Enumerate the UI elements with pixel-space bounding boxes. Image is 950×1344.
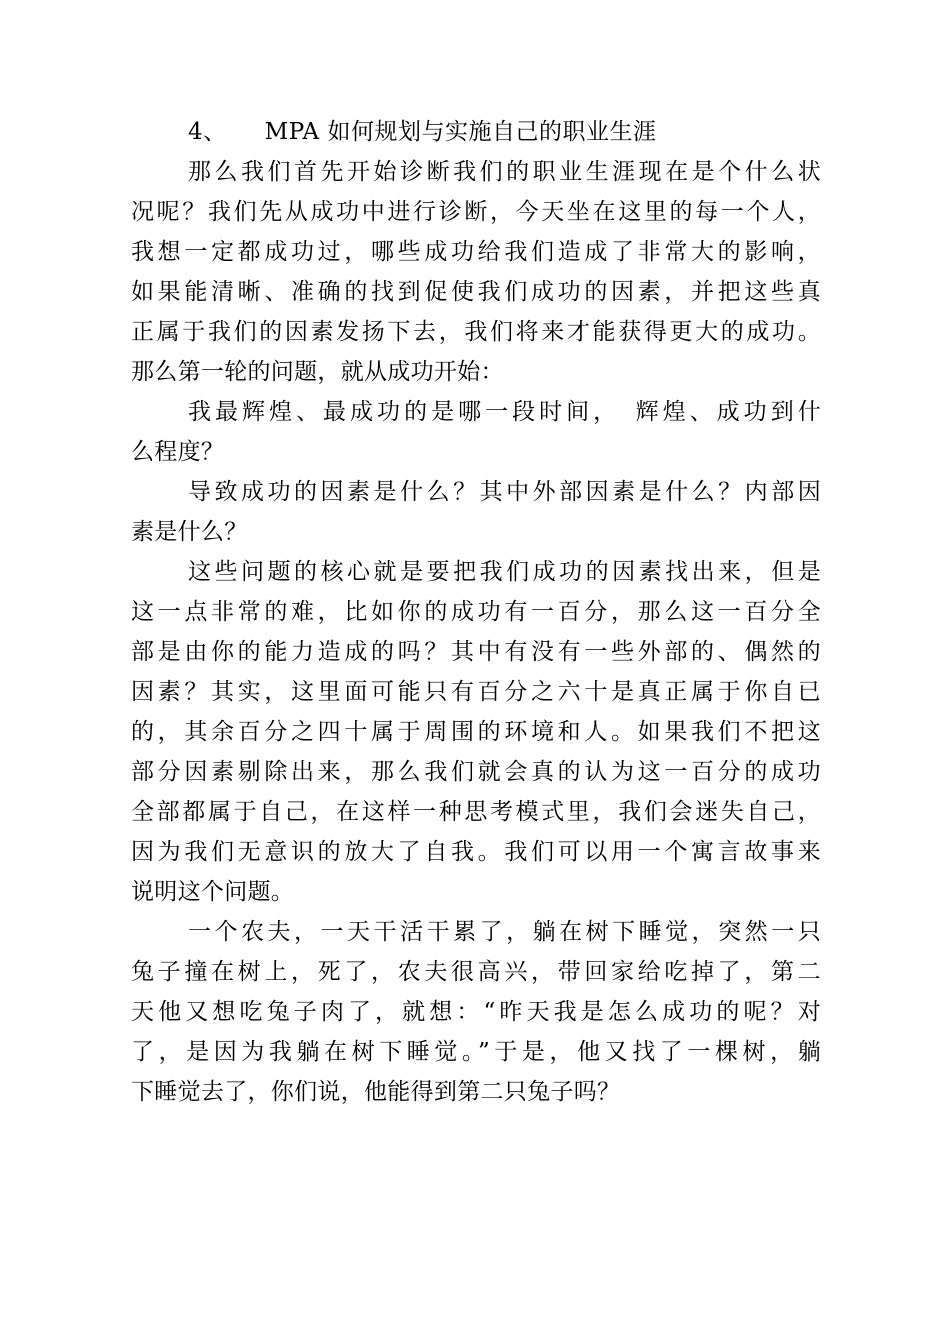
paragraph-line: 这些问题的核心就是要把我们成功的因素找出来，但是 [188, 559, 821, 585]
paragraph-line: 全部都属于自己，在这样一种思考模式里，我们会迷失自己， [131, 799, 821, 825]
section-number: 4、 [188, 119, 227, 145]
paragraph-line: 这一点非常的难，比如你的成功有一百分，那么这一百分全 [131, 599, 821, 625]
section-heading [131, 112, 821, 152]
paragraph-line: 部分因素剔除出来，那么我们就会真的认为这一百分的成功 [131, 759, 821, 785]
paragraph-line: 么程度？ [131, 439, 225, 465]
paragraph-2 [131, 392, 821, 472]
paragraph-line: 因素？其实，这里面可能只有百分之六十是真正属于你自已 [131, 679, 821, 705]
paragraph-line: 那么我们首先开始诊断我们的职业生涯现在是个什么状 [188, 159, 821, 185]
paragraph-1 [131, 152, 821, 392]
paragraph-line: 正属于我们的因素发扬下去，我们将来才能获得更大的成功。 [131, 319, 821, 345]
paragraph-4 [131, 552, 821, 912]
paragraph-line: 况呢？我们先从成功中进行诊断，今天坐在这里的每一个人， [131, 199, 821, 225]
paragraph-line: 了，是因为我躺在树下睡觉。”于是，他又找了一棵树，躺 [131, 1039, 821, 1065]
paragraph-line: 的，其余百分之四十属于周围的环境和人。如果我们不把这 [131, 719, 821, 745]
paragraph-line: 下睡觉去了，你们说，他能得到第二只兔子吗？ [131, 1079, 621, 1105]
paragraph-line: 如果能清晰、准确的找到促使我们成功的因素，并把这些真 [131, 279, 821, 305]
paragraph-line: 说明这个问题。 [131, 879, 295, 905]
paragraph-line: 我想一定都成功过，哪些成功给我们造成了非常大的影响， [131, 239, 821, 265]
paragraph-3 [131, 472, 821, 552]
paragraph-line: 兔子撞在树上，死了，农夫很高兴，带回家给吃掉了，第二 [131, 959, 821, 985]
paragraph-line: 一个农夫，一天干活干累了，躺在树下睡觉，突然一只 [188, 919, 821, 945]
section-title: MPA 如何规划与实施自己的职业生涯 [264, 119, 657, 145]
paragraph-line: 部是由你的能力造成的吗？其中有没有一些外部的、偶然的 [131, 639, 821, 665]
paragraph-5 [131, 912, 821, 1112]
paragraph-line: 那么第一轮的问题，就从成功开始： [131, 359, 504, 385]
paragraph-line: 素是什么？ [131, 519, 248, 545]
paragraph-line: 因为我们无意识的放大了自我。我们可以用一个寓言故事来 [131, 839, 821, 865]
paragraph-line: 我最辉煌、最成功的是哪一段时间， 辉煌、成功到什 [188, 399, 821, 425]
document-body [131, 112, 821, 1112]
paragraph-line: 导致成功的因素是什么？其中外部因素是什么？内部因 [188, 479, 821, 505]
paragraph-line: 天他又想吃兔子肉了，就想：“昨天我是怎么成功的呢？对 [131, 999, 821, 1025]
